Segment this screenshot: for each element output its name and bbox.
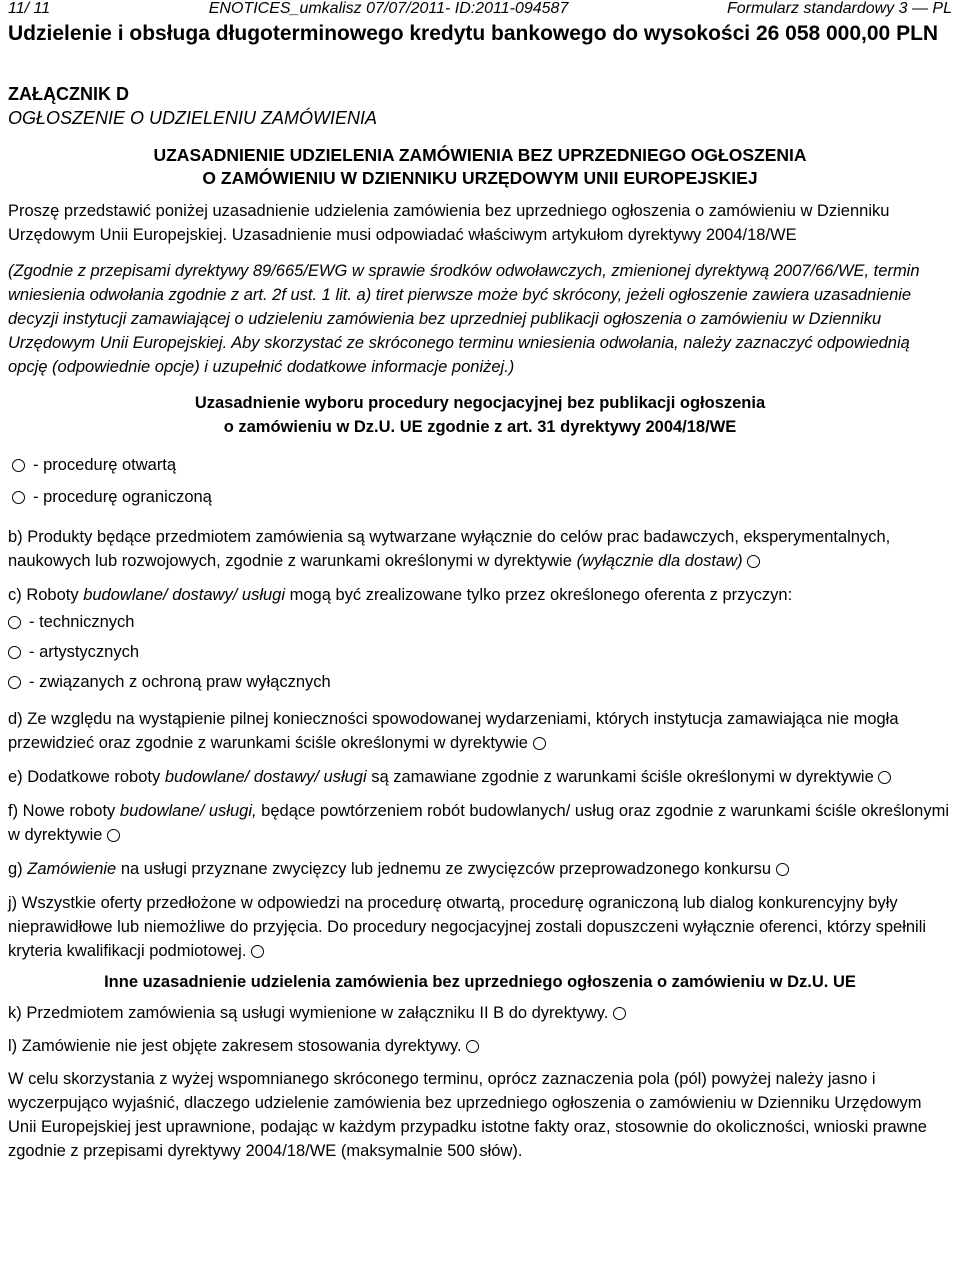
item-d [8, 707, 952, 755]
item-e-post: są zamawiane zgodnie z warunkami ściśle określonymi w dyrektywie [371, 768, 874, 786]
radio-icon[interactable] [466, 1040, 479, 1053]
radio-icon[interactable] [251, 945, 264, 958]
option-open-procedure[interactable] [12, 449, 952, 481]
note-paragraph [8, 259, 952, 379]
radio-icon[interactable] [8, 646, 21, 659]
section-heading [8, 144, 952, 190]
item-b-italic: (wyłącznie dla dostaw) [576, 552, 743, 570]
item-g-post: na usługi przyznane zwycięzcy lub jednemu ze zwycięzców przeprowadzonego konkursu [120, 860, 772, 878]
justification-title [148, 391, 952, 439]
item-k [8, 1001, 952, 1025]
item-c [8, 583, 952, 607]
section-heading-line-2: O ZAMÓWIENIU W DZIENNIKU URZĘDOWYM UNII EUROPEJSKIEJ [202, 168, 758, 188]
item-k-text: k) Przedmiotem zamówienia są usługi wymienione w załączniku II B do dyrektywy. [8, 1004, 609, 1022]
item-d-text: d) Ze względu na wystąpienie pilnej konieczności spowodowanej wydarzeniami, których instytucja zamawiająca nie mogła przewidzieć oraz zgodnie z warunkami ściśle określonymi w dyrektywie [8, 710, 899, 752]
item-f-post: będące powtórzeniem robót budowlanych/ usług oraz zgodnie z warunkami ściśle określonymi w dyrektywie [8, 802, 950, 844]
item-e [8, 765, 952, 789]
final-paragraph: W celu skorzystania z wyżej wspomnianego skróconego terminu, oprócz zaznaczenia pola (pól) powyżej należy jasno i wyczerpująco wyjaśnić, dlaczego udzielenie zamówienia bez uprzedniego ogłoszenia o zamówieniu w Dzienniku Urzędowym Unii Europejskiej jest uprawnione, podając w każdym przypadku istotne fakty oraz, stosownie do okoliczności, wnioski prawne zgodnie z przepisami dyrektywy 2004/18/WE (maksymalnie 500 słów). [8, 1070, 927, 1160]
option-restricted-procedure[interactable] [12, 481, 952, 513]
option-label: - technicznych [29, 612, 135, 631]
item-c-post: mogą być zrealizowane tylko przez określonego oferenta z przyczyn: [289, 586, 793, 604]
page-number: 11/ 11 [8, 0, 51, 17]
item-b [8, 525, 952, 573]
option-label: - procedurę otwartą [33, 455, 177, 474]
form-name: Formularz standardowy 3 — PL [727, 0, 952, 17]
radio-icon[interactable] [8, 616, 21, 629]
radio-icon[interactable] [12, 491, 25, 504]
other-justification-heading: Inne uzasadnienie udzielenia zamówienia bez uprzedniego ogłoszenia o zamówieniu w Dz.U. UE [104, 973, 856, 991]
option-artistic[interactable] [8, 637, 952, 667]
page-header [8, 0, 952, 20]
item-f [8, 799, 952, 847]
contract-title: Udzielenie i obsługa długoterminowego kredytu bankowego do wysokości 26 058 000,00 PLN [8, 22, 939, 45]
radio-icon[interactable] [878, 771, 891, 784]
justification-title-line-1: Uzasadnienie wyboru procedury negocjacyjnej bez publikacji ogłoszenia [194, 394, 766, 412]
option-label: - procedurę ograniczoną [33, 487, 212, 506]
item-c-pre: c) Roboty [8, 586, 79, 604]
item-c-options [8, 607, 952, 697]
radio-icon[interactable] [8, 676, 21, 689]
item-l-text: l) Zamówienie nie jest objęte zakresem stosowania dyrektywy. [8, 1037, 462, 1055]
notice-id: ENOTICES_umkalisz 07/07/2011- ID:2011-094587 [208, 0, 569, 17]
item-g-pre: g) [8, 860, 23, 878]
item-e-pre: e) Dodatkowe roboty [8, 768, 161, 786]
item-j-text: j) Wszystkie oferty przedłożone w odpowiedzi na procedurę otwartą, procedurę ograniczoną lub dialog konkurencyjny były nieprawidłowe lub niemożliwe do przyjęcia. Do procedury negocjacyjnej zostali dopuszczeni wyłącznie oferenci, którzy spełnili kryteria kwalifikacji podmiotowej. [8, 894, 927, 960]
justification-title-line-2: o zamówieniu w Dz.U. UE zgodnie z art. 31 dyrektywy 2004/18/WE [223, 418, 737, 436]
option-exclusive-rights[interactable] [8, 667, 952, 697]
radio-icon[interactable] [747, 555, 760, 568]
option-label: - związanych z ochroną praw wyłącznych [29, 672, 331, 691]
radio-icon[interactable] [107, 829, 120, 842]
radio-icon[interactable] [776, 863, 789, 876]
annex-subtitle: OGŁOSZENIE O UDZIELENIU ZAMÓWIENIA [8, 108, 378, 128]
note-italic: (Zgodnie z przepisami dyrektywy 89/665/EWG w sprawie środków odwoławczych, zmienionej dyrektywą 2007/66/WE, termin wniesienia odwołania zgodnie z art. 2f ust. 1 lit. [8, 262, 920, 304]
annex-title: ZAŁĄCZNIK D [8, 84, 129, 104]
option-technical[interactable] [8, 607, 952, 637]
item-g [8, 857, 952, 881]
item-j [8, 891, 952, 963]
item-b-text: b) Produkty będące przedmiotem zamówienia są wytwarzane wyłącznie do celów prac badawczych, eksperymentalnych, naukowych lub rozwojowych, zgodnie z warunkami określonymi w dyrektywie [8, 528, 891, 570]
radio-icon[interactable] [613, 1007, 626, 1020]
section-heading-line-1: UZASADNIENIE UDZIELENIA ZAMÓWIENIA BEZ UPRZEDNIEGO OGŁOSZENIA [153, 145, 807, 165]
item-c-italic: budowlane/ dostawy/ usługi [83, 586, 285, 604]
item-f-pre: f) Nowe roboty [8, 802, 116, 820]
item-g-italic: Zamówienie [27, 860, 117, 878]
item-e-italic: budowlane/ dostawy/ usługi [164, 768, 367, 786]
radio-icon[interactable] [533, 737, 546, 750]
procedure-options [8, 449, 952, 513]
radio-icon[interactable] [12, 459, 25, 472]
note-italic-cont: a) tiret pierwsze może być skrócony, jeżeli ogłoszenie zawiera uzasadnienie decyzji instytucji zamawiającej o udzieleniu zamówienia bez uprzedniej publikacji ogłoszenia o zamówieniu w Dzienniku Urzędowym Unii Europejskiej. Aby skorzystać ze skróconego terminu wniesienia odwołania, należy zaznaczyć odpowiednią opcję (odpowiednie opcje) i uzupełnić dodatkowe informacje poniżej.) [8, 286, 912, 376]
intro-paragraph: Proszę przedstawić poniżej uzasadnienie udzielenia zamówienia bez uprzedniego ogłoszenia o zamówieniu w Dzienniku Urzędowym Unii Europejskiej. Uzasadnienie musi odpowiadać właściwym artykułom dyrektywy 2004/18/WE [8, 202, 890, 244]
item-f-italic: budowlane/ usługi, [119, 802, 257, 820]
justification-block [8, 391, 952, 439]
item-l [8, 1034, 952, 1058]
option-label: - artystycznych [29, 642, 140, 661]
